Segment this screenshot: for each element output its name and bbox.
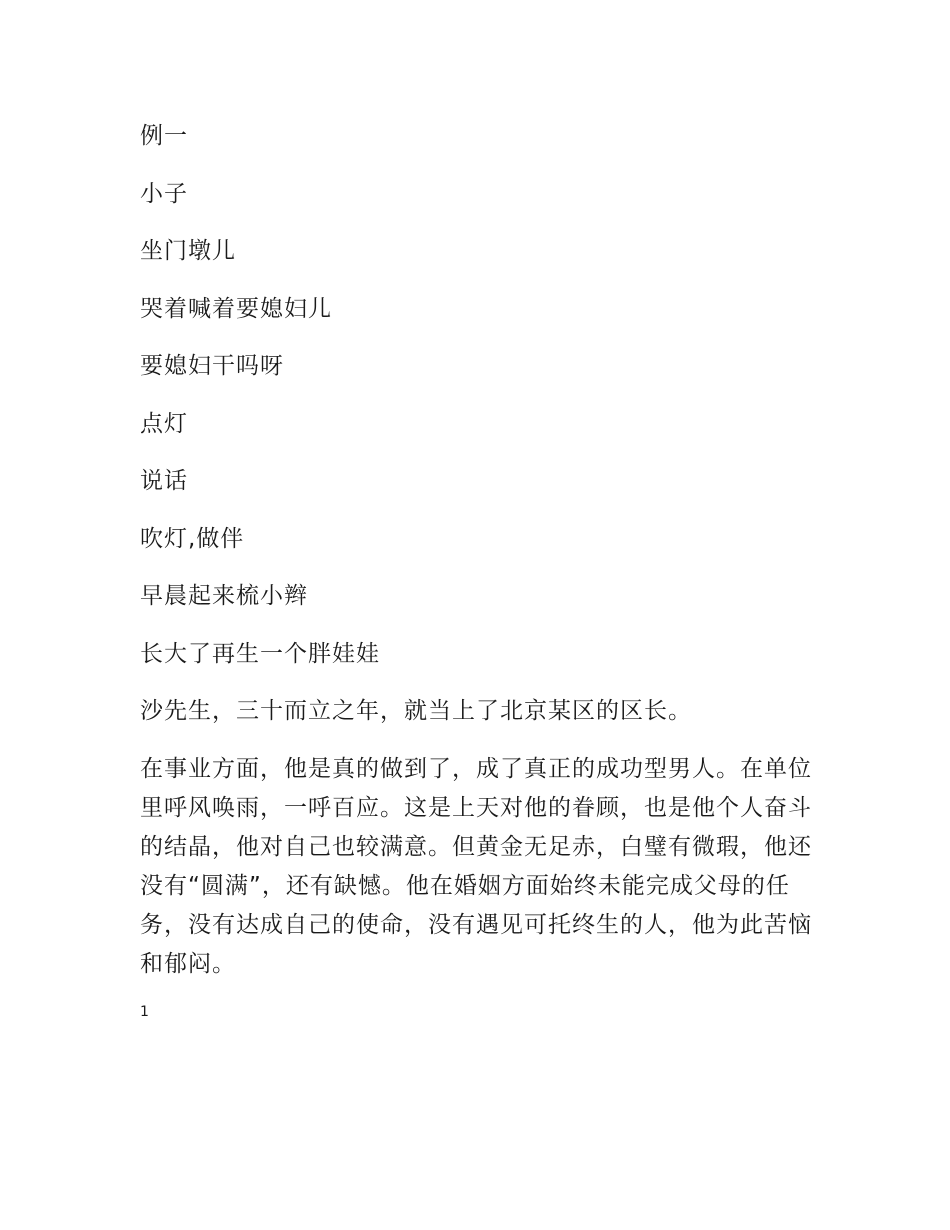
text-line: 说话 <box>140 468 188 494</box>
text-line: 吹灯,做伴 <box>140 525 245 552</box>
text-line: 早晨起来梳小辫 <box>140 583 308 609</box>
text-line: 沙先生，三十而立之年，就当上了北京某区的区长。 <box>140 698 692 724</box>
text-line: 长大了再生一个胖娃娃 <box>140 640 380 667</box>
text-line: 要媳妇干吗呀 <box>140 353 284 379</box>
document-body <box>140 117 830 1002</box>
body-paragraph: 在事业方面，他是真的做到了，成了真正的成功型男人。在单位里呼风唤雨，一呼百应。这是上天对他的眷顾，也是他个人奋斗的结晶，他对自己也较满意。但黄金无足赤，白璧有微瑕，他还没有“圆满”，还有缺憾。他在婚姻方面始终未能完成父母的任务，没有达成自己的使命，没有遇见可托终生的人，他为此苦恼和郁闷。 <box>140 755 812 977</box>
text-line: 例一 <box>140 123 188 149</box>
text-line: 点灯 <box>140 410 188 437</box>
text-line: 哭着喊着要媳妇儿 <box>140 295 332 322</box>
text-line: 小子 <box>140 180 188 207</box>
page-number: 1 <box>140 1004 149 1020</box>
text-line: 坐门墩儿 <box>140 238 236 264</box>
